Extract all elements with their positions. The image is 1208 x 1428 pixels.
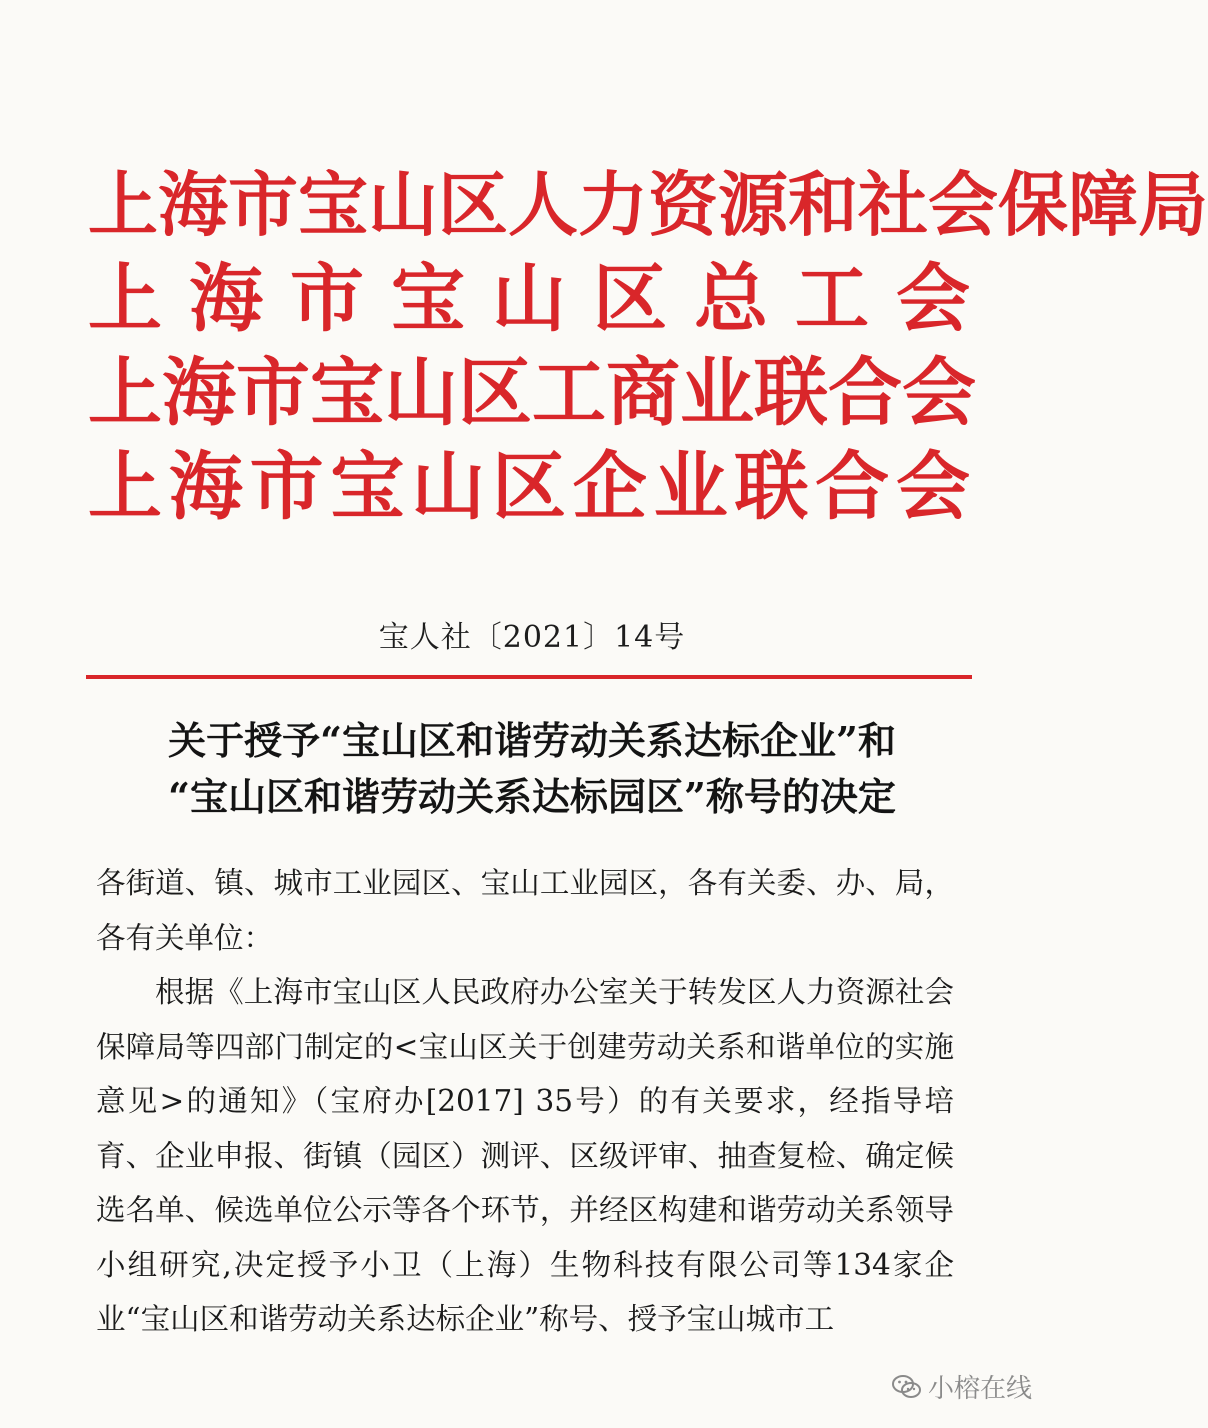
org-char: 和 [788, 164, 858, 246]
org-char: 区 [593, 256, 667, 342]
org-line [88, 252, 970, 346]
org-char: 业 [680, 350, 754, 436]
org-char: 海 [158, 164, 228, 246]
org-char: 山 [411, 444, 486, 530]
watermark [892, 1368, 1032, 1405]
org-char: 资 [648, 164, 718, 246]
org-char: 宝 [298, 164, 368, 246]
wechat-icon [892, 1374, 922, 1400]
org-char: 区 [491, 444, 566, 530]
document-body [96, 856, 954, 1347]
org-char: 商 [606, 350, 680, 436]
org-char: 力 [578, 164, 648, 246]
org-char: 海 [189, 256, 263, 342]
red-divider-line [86, 675, 972, 679]
org-char: 宝 [330, 444, 405, 530]
org-char: 会 [902, 350, 976, 436]
org-char: 上 [88, 164, 158, 246]
org-char: 合 [815, 444, 890, 530]
org-char: 保 [998, 164, 1068, 246]
org-char: 工 [532, 350, 606, 436]
org-char: 上 [88, 444, 162, 530]
org-char: 区 [438, 164, 508, 246]
org-char: 源 [718, 164, 788, 246]
org-char: 市 [249, 444, 324, 530]
org-char: 上 [88, 350, 162, 436]
org-line [88, 346, 976, 440]
org-char: 市 [290, 256, 364, 342]
org-char: 总 [694, 256, 768, 342]
org-char: 会 [928, 164, 998, 246]
org-char: 市 [236, 350, 310, 436]
org-char: 海 [168, 444, 243, 530]
org-char: 会 [896, 256, 970, 342]
org-char: 合 [828, 350, 902, 436]
org-char: 海 [162, 350, 236, 436]
title-line-1: 关于授予“宝山区和谐劳动关系达标企业”和 [168, 718, 896, 763]
document-number: 宝人社〔2021〕14号 [378, 620, 686, 655]
org-char: 社 [858, 164, 928, 246]
org-line [88, 158, 1208, 252]
org-char: 会 [895, 444, 970, 530]
org-char: 人 [508, 164, 578, 246]
org-line [88, 440, 970, 534]
org-char: 障 [1068, 164, 1138, 246]
org-char: 局 [1138, 164, 1208, 246]
org-char: 市 [228, 164, 298, 246]
watermark-text: 小榕在线 [928, 1374, 1033, 1404]
org-char: 区 [458, 350, 532, 436]
org-char: 山 [384, 350, 458, 436]
addressee: 各街道、镇、城市工业园区、宝山工业园区，各有关委、办、局，各有关单位： [96, 866, 954, 955]
org-char: 企 [572, 444, 647, 530]
org-char: 工 [795, 256, 869, 342]
org-char: 山 [368, 164, 438, 246]
issuing-organizations [88, 158, 1208, 534]
org-char: 联 [734, 444, 809, 530]
org-char: 上 [88, 256, 162, 342]
body-paragraph: 根据《上海市宝山区人民政府办公室关于转发区人力资源社会保障局等四部门制定的<宝山区关于创建劳动关系和谐单位的实施意见>的通知》（宝府办[2017] 35号）的有关要求，经指导培育、企业申报、街镇（园区）测评、区级评审、抽查复检、确定候选名单、候选单位公示等各个环节，并经区构建和谐劳动关系领导小组研究,决定授予小卫（上海）生物科技有限公司等134家企业“宝山区和谐劳动关系达标企业”称号、授予宝山城市工 [96, 975, 954, 1336]
title-line-2: “宝山区和谐劳动关系达标园区”称号的决定 [168, 774, 896, 819]
org-char: 业 [653, 444, 728, 530]
document-title [0, 713, 1064, 825]
org-char: 联 [754, 350, 828, 436]
org-char: 宝 [310, 350, 384, 436]
org-char: 宝 [391, 256, 465, 342]
org-char: 山 [492, 256, 566, 342]
